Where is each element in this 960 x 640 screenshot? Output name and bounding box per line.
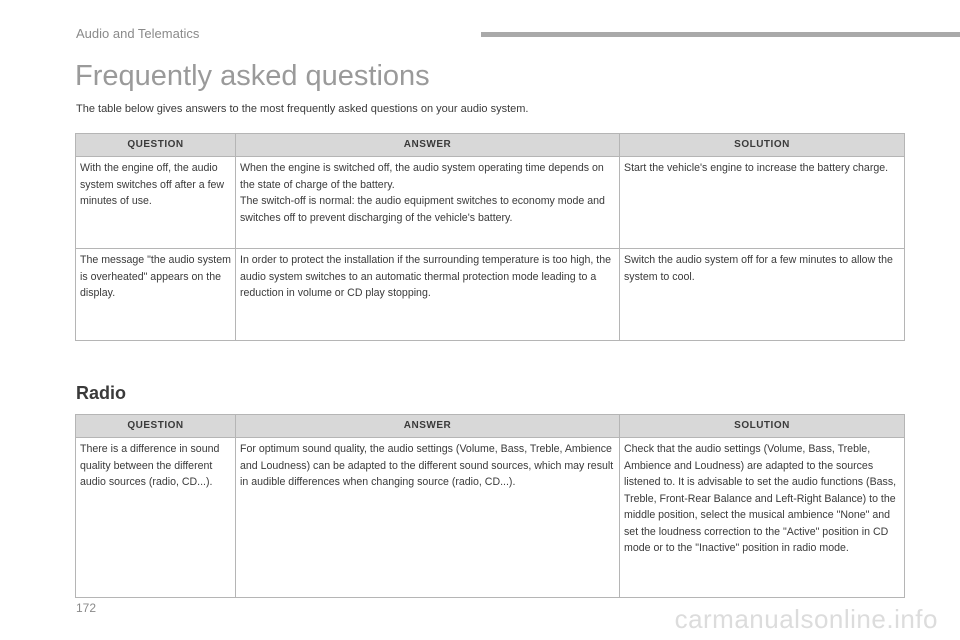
faq-table-radio	[75, 414, 905, 598]
table-header-row	[76, 134, 905, 157]
page-number: 172	[76, 601, 97, 615]
question-cell: With the engine off, the audio system switches off after a few minutes of use.	[76, 157, 236, 249]
watermark: carmanualsonline.info	[674, 604, 938, 634]
column-header-answer: ANSWER	[236, 134, 620, 157]
intro-text: The table below gives answers to the most frequently asked questions on your audio system.	[76, 103, 529, 115]
answer-cell: In order to protect the installation if the surrounding temperature is too high, the audio system switches to an automatic thermal protection mode leading to a reduction in volume or CD play stopping.	[236, 249, 620, 341]
page-title: Frequently asked questions	[75, 60, 430, 92]
column-header-answer: ANSWER	[236, 415, 620, 438]
solution-cell: Check that the audio settings (Volume, Bass, Treble, Ambience and Loudness) are adapted to the sources listened to. It is advisable to set the audio functions (Bass, Treble, Front-Rear Balance and Left-Right Balance) to the middle position, select the musical ambience "None" and set the loudness correction to the "Active" position in CD mode or to the "Inactive" position in radio mode.	[620, 438, 905, 598]
faq-table-general	[75, 133, 905, 341]
header-divider-bar	[481, 32, 960, 37]
column-header-solution: SOLUTION	[620, 415, 905, 438]
column-header-question: QUESTION	[76, 134, 236, 157]
answer-cell: When the engine is switched off, the audio system operating time depends on the state of charge of the battery. The switch-off is normal: the audio equipment switches to economy mode and switches off to prevent discharging of the vehicle's battery.	[236, 157, 620, 249]
column-header-question: QUESTION	[76, 415, 236, 438]
radio-heading: Radio	[76, 383, 127, 403]
question-cell: There is a difference in sound quality between the different audio sources (radio, CD...).	[76, 438, 236, 598]
question-cell: The message "the audio system is overheated" appears on the display.	[76, 249, 236, 341]
table-header-row	[76, 415, 905, 438]
column-header-solution: SOLUTION	[620, 134, 905, 157]
table-row	[76, 249, 905, 341]
solution-cell: Start the vehicle's engine to increase the battery charge.	[620, 157, 905, 249]
section-header: Audio and Telematics	[76, 26, 200, 41]
table-row	[76, 438, 905, 598]
table-row	[76, 157, 905, 249]
solution-cell: Switch the audio system off for a few minutes to allow the system to cool.	[620, 249, 905, 341]
answer-cell: For optimum sound quality, the audio settings (Volume, Bass, Treble, Ambience and Loudness) can be adapted to the different sound sources, which may result in audible differences when changing source (radio, CD...).	[236, 438, 620, 598]
